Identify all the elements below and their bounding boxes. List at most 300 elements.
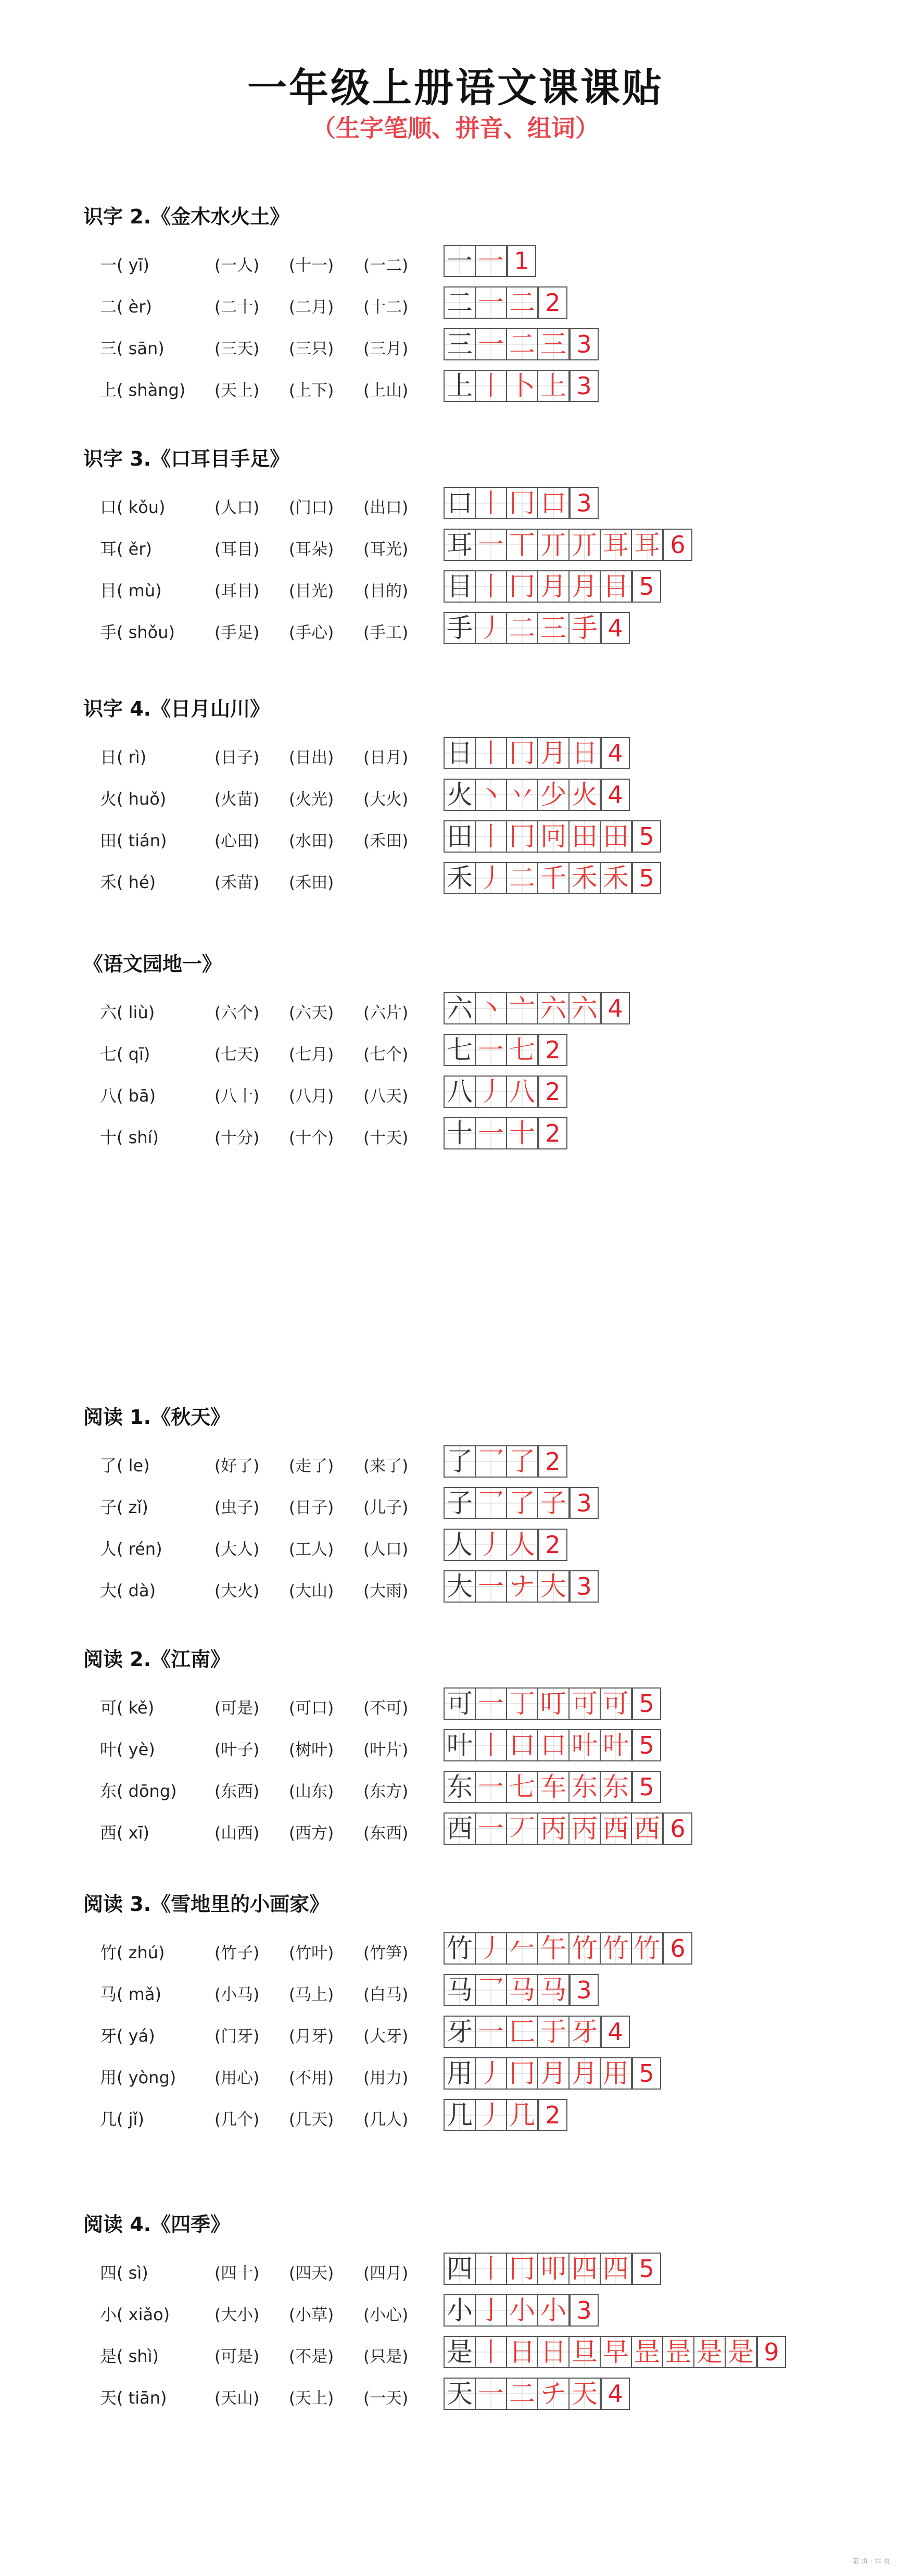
stroke-step-box [506,2378,538,2410]
character-glyph: 马 [447,1975,473,2005]
example-word: (二十) [214,298,260,317]
word-group [214,252,438,276]
character-pinyin: 六( liù) [100,1003,155,1022]
word-group [214,744,438,768]
stroke-step-box [506,370,538,402]
character-box [444,286,476,319]
stroke-step-box [506,1034,538,1066]
example-word: (二月) [289,298,334,317]
stroke-step-box [600,2336,632,2368]
character-pinyin: 天( tiān) [100,2388,167,2408]
character-box [444,1771,476,1803]
stroke-glyph: 东 [572,1772,598,1802]
stroke-step-box [537,370,570,402]
stroke-step-box [506,2016,538,2048]
stroke-glyph: 冂 [509,488,535,518]
stroke-glyph: 日 [572,738,598,768]
stroke-count: 2 [538,1117,567,1149]
section-title: 阅读 2.《江南》 [83,1648,231,1671]
stroke-count: 4 [601,2378,630,2410]
character-pinyin: 手( shǒu) [100,622,175,642]
example-word: (耳目) [214,540,260,559]
character-box [444,737,476,769]
character-glyph: 二 [447,287,473,318]
stroke-order-grid [444,2099,567,2131]
stroke-glyph: 可 [603,1689,629,1719]
stroke-step-box [568,2016,601,2048]
character-row [0,1487,911,1523]
example-word: (耳目) [214,582,260,601]
character-row [0,1729,911,1766]
stroke-step-box [600,820,632,853]
stroke-glyph: 丨 [478,821,504,852]
stroke-step-box [537,737,570,769]
stroke-step-box [600,1932,632,1965]
stroke-step-box [537,328,570,360]
stroke-glyph: 耳 [603,530,629,560]
stroke-glyph: 一 [478,246,504,276]
example-word: (日子) [214,748,260,767]
character-pinyin: 几( jǐ) [100,2109,144,2129]
stroke-count: 1 [507,245,536,277]
example-word: (十分) [214,1129,260,1147]
stroke-glyph: 一 [478,1035,504,1065]
stroke-step-box [600,529,632,561]
stroke-glyph: 匚 [509,2017,535,2047]
word-group [214,536,438,559]
example-word: (工人) [289,1540,334,1559]
character-row [0,328,911,365]
stroke-step-box [475,529,507,561]
character-box [444,1445,476,1478]
section-title: 识字 2.《金木水火土》 [83,205,290,228]
character-box [444,2016,476,2048]
character-row [0,1076,911,1112]
stroke-glyph: 丿 [478,613,504,643]
stroke-step-box [537,529,570,561]
stroke-count: 6 [663,1932,692,1965]
stroke-glyph: 少 [540,780,566,810]
stroke-step-box [475,1771,507,1803]
stroke-order-grid [444,779,630,811]
character-row [0,2016,911,2052]
stroke-step-box [506,779,538,811]
stroke-step-box [537,1729,570,1761]
example-word: (儿子) [363,1498,409,1517]
stroke-step-box [475,328,507,360]
stroke-step-box [475,862,507,894]
stroke-count: 4 [601,779,630,811]
word-group [214,1578,438,1601]
stroke-glyph: 昰 [665,2337,691,2367]
stroke-step-box [506,1812,538,1845]
stroke-step-box [506,286,538,319]
stroke-glyph: 目 [603,571,629,602]
stroke-glyph: 丅 [509,530,535,560]
example-word: (手足) [214,623,260,642]
stroke-step-box [693,2336,726,2368]
stroke-glyph: 丿 [478,1933,504,1964]
stroke-step-box [475,1117,507,1149]
stroke-count: 4 [601,992,630,1024]
stroke-step-box [662,2336,694,2368]
stroke-glyph: 丌 [540,530,566,560]
character-box [444,1729,476,1761]
character-box [444,1687,476,1720]
character-glyph: 是 [447,2337,473,2367]
stroke-step-box [506,2099,538,2131]
character-pinyin: 马( mǎ) [100,1984,161,2004]
stroke-step-box [631,1932,663,1965]
stroke-step-box [537,1570,570,1603]
stroke-step-box [537,992,570,1024]
stroke-glyph: 叮 [540,1689,566,1719]
character-pinyin: 日( rì) [100,747,147,767]
character-box [444,1570,476,1603]
stroke-step-box [475,1932,507,1965]
character-row [0,245,911,281]
example-word: (耳光) [363,540,409,559]
stroke-glyph: 早 [603,2337,629,2367]
example-word: (叶片) [363,1741,409,1759]
stroke-count: 5 [632,820,661,853]
stroke-step-box [568,1687,601,1720]
stroke-glyph: 月 [540,571,566,602]
character-glyph: 三 [447,329,473,359]
stroke-step-box [506,1729,538,1761]
stroke-glyph: 亠 [509,993,535,1023]
character-pinyin: 子( zǐ) [100,1497,148,1517]
character-pinyin: 人( rén) [100,1539,162,1559]
stroke-step-box [506,1076,538,1108]
stroke-step-box [568,1932,601,1965]
character-pinyin: 目( mù) [100,581,162,601]
example-word: (东西) [214,1782,260,1801]
character-box [444,1034,476,1066]
stroke-step-box [475,1487,507,1519]
stroke-glyph: 耳 [634,530,660,560]
stroke-step-box [475,286,507,319]
stroke-glyph: 小 [540,2295,566,2325]
stroke-glyph: 丆 [509,1814,535,1844]
example-word: (虫子) [214,1498,260,1517]
stroke-glyph: 一 [478,287,504,318]
stroke-glyph: 了 [509,1446,535,1477]
stroke-count: 3 [570,2294,599,2327]
stroke-count: 2 [538,1076,567,1108]
stroke-glyph: 午 [540,1933,566,1964]
example-word: (一二) [363,256,409,275]
character-box [444,2336,476,2368]
stroke-glyph: 叩 [540,2254,566,2284]
stroke-step-box [475,2336,507,2368]
stroke-glyph: 丁 [509,1689,535,1719]
character-row [0,2057,911,2094]
character-row [0,1771,911,1807]
example-word: (七个) [363,1045,409,1064]
character-box [444,529,476,561]
stroke-step-box [506,2294,538,2327]
stroke-step-box [600,2253,632,2285]
stroke-step-box [475,370,507,402]
character-glyph: 了 [447,1446,473,1477]
stroke-glyph: 叶 [572,1730,598,1760]
stroke-glyph: 六 [540,993,566,1023]
stroke-count: 3 [570,328,599,360]
character-row [0,286,911,323]
character-box [444,1487,476,1519]
character-box [444,612,476,644]
example-word: (日出) [289,748,334,767]
stroke-glyph: 丷 [509,780,535,810]
stroke-glyph: 丌 [572,530,598,560]
stroke-step-box [631,1812,663,1845]
stroke-glyph: 丨 [478,571,504,602]
stroke-glyph: 口 [540,1730,566,1760]
character-pinyin: 四( sì) [100,2263,148,2283]
stroke-glyph: 西 [634,1814,660,1844]
stroke-glyph: 乛 [478,1488,504,1518]
stroke-step-box [475,779,507,811]
stroke-step-box [568,820,601,853]
stroke-glyph: 车 [540,1772,566,1802]
example-word: (叶子) [214,1741,260,1759]
section-title: 阅读 4.《四季》 [83,2213,231,2236]
example-word: (门口) [289,498,334,517]
stroke-count: 3 [570,1974,599,2006]
word-group [214,2302,438,2325]
stroke-glyph: 人 [509,1530,535,1560]
character-pinyin: 禾( hé) [100,872,156,892]
example-word: (火苗) [214,790,260,809]
stroke-count: 6 [663,1812,692,1845]
example-word: (天山) [214,2389,260,2408]
stroke-count: 5 [632,2253,661,2285]
stroke-glyph: 丨 [478,738,504,768]
character-row [0,487,911,523]
stroke-step-box [537,612,570,644]
character-row [0,370,911,406]
stroke-step-box [568,2057,601,2090]
stroke-count: 5 [632,1771,661,1803]
character-box [444,2378,476,2410]
stroke-step-box [506,2336,538,2368]
character-glyph: 子 [447,1488,473,1518]
stroke-count: 4 [601,2016,630,2048]
stroke-glyph: ナ [509,1571,535,1602]
stroke-glyph: 一 [478,530,504,560]
character-pinyin: 口( kǒu) [100,497,166,517]
stroke-order-grid [444,245,536,277]
example-word: (六个) [214,1004,260,1022]
stroke-step-box [506,612,538,644]
stroke-glyph: 十 [509,1118,535,1148]
example-word: (禾田) [289,873,334,892]
word-group [214,1981,438,2005]
character-glyph: 人 [447,1530,473,1560]
stroke-glyph: 口 [509,1730,535,1760]
word-group [214,578,438,601]
stroke-glyph: 七 [509,1035,535,1065]
stroke-glyph: 禾 [572,863,598,893]
stroke-order-grid [444,370,599,402]
example-word: (东西) [363,1824,409,1843]
stroke-glyph: 冋 [540,821,566,852]
stroke-order-grid [444,820,661,853]
stroke-glyph: 一 [478,329,504,359]
example-word: (天上) [214,381,260,400]
example-word: (大牙) [363,2027,409,2046]
stroke-step-box [506,2253,538,2285]
example-word: (六片) [363,1004,409,1022]
stroke-glyph: 了 [509,1488,535,1518]
stroke-step-box [537,862,570,894]
stroke-step-box [537,779,570,811]
character-glyph: 手 [447,613,473,643]
stroke-glyph: 丨 [478,371,504,401]
example-word: (禾田) [363,832,409,851]
character-box [444,2099,476,2131]
character-box [444,779,476,811]
stroke-glyph: 月 [540,738,566,768]
stroke-step-box [506,1445,538,1478]
stroke-step-box [506,487,538,519]
example-word: (三只) [289,340,334,358]
example-word: (门牙) [214,2027,260,2046]
stroke-order-grid [444,1771,661,1803]
example-word: (走了) [289,1457,334,1475]
character-row [0,1529,911,1565]
stroke-step-box [475,2294,507,2327]
stroke-glyph: 马 [509,1975,535,2005]
character-row [0,862,911,898]
character-pinyin: 可( kě) [100,1698,155,1718]
stroke-glyph: 昰 [634,2337,660,2367]
example-word: (十一) [289,256,334,275]
page-title: 一年级上册语文课课贴 [247,65,664,111]
example-word: (手工) [363,623,409,642]
stroke-count: 2 [538,286,567,319]
stroke-glyph: 是 [697,2337,723,2367]
word-group [214,2023,438,2046]
stroke-step-box [537,570,570,603]
character-row [0,1034,911,1070]
stroke-step-box [537,1974,570,2006]
stroke-step-box [568,2253,601,2285]
stroke-glyph: 丶 [478,780,504,810]
stroke-glyph: 丿 [478,1077,504,1107]
example-word: (八十) [214,1087,260,1106]
stroke-step-box [537,1687,570,1720]
stroke-glyph: 丙 [572,1814,598,1844]
stroke-step-box [537,1771,570,1803]
section-title: 识字 3.《口耳目手足》 [83,447,290,470]
character-pinyin: 耳( ěr) [100,539,152,559]
example-word: (上下) [289,381,334,400]
example-word: (用心) [214,2069,260,2087]
word-group [214,1536,438,1559]
example-word: (可是) [214,1699,260,1718]
example-word: (好了) [214,1457,260,1475]
stroke-step-box [568,1812,601,1845]
stroke-order-grid [444,2016,630,2048]
stroke-glyph: 乛 [478,1446,504,1477]
stroke-glyph: 卜 [509,371,535,401]
stroke-glyph: 四 [603,2254,629,2284]
example-word: (几人) [363,2110,409,2129]
stroke-glyph: 日 [540,2337,566,2367]
word-group [214,2343,438,2367]
character-pinyin: 用( yòng) [100,2068,176,2087]
character-glyph: 四 [447,2254,473,2284]
stroke-glyph: 丿 [478,2058,504,2089]
stroke-glyph: 丨 [478,2337,504,2367]
stroke-glyph: 三 [540,329,566,359]
word-group [214,1695,438,1718]
stroke-step-box [506,1570,538,1603]
example-word: (三月) [363,340,409,358]
stroke-step-box [506,1932,538,1965]
character-glyph: 西 [447,1814,473,1844]
example-word: (火光) [289,790,334,809]
example-word: (可是) [214,2347,260,2366]
character-glyph: 竹 [447,1933,473,1964]
stroke-order-grid [444,1974,599,2006]
stroke-count: 3 [570,487,599,519]
stroke-glyph: 牙 [572,2017,598,2047]
word-group [214,1940,438,1963]
stroke-glyph: 天 [572,2379,598,2409]
example-word: (山东) [289,1782,334,1801]
stroke-count: 2 [538,1529,567,1561]
character-row [0,1445,911,1482]
word-group [214,1494,438,1518]
stroke-step-box [537,2057,570,2090]
stroke-step-box [631,529,663,561]
character-row [0,612,911,648]
character-box [444,2294,476,2327]
example-word: (十个) [289,1129,334,1147]
word-group [214,2065,438,2088]
example-word: (六天) [289,1004,334,1022]
example-word: (天上) [289,2389,334,2408]
stroke-step-box [568,862,601,894]
stroke-glyph: 一 [478,1772,504,1802]
stroke-order-grid [444,992,630,1024]
stroke-step-box [506,570,538,603]
stroke-order-grid [444,1117,567,1149]
stroke-glyph: 用 [603,2058,629,2089]
character-row [0,2099,911,2135]
example-word: (只是) [363,2347,409,2366]
example-word: (四天) [289,2264,334,2283]
stroke-order-grid [444,1729,661,1761]
character-glyph: 可 [447,1689,473,1719]
stroke-step-box [568,737,601,769]
stroke-count: 2 [538,1445,567,1478]
character-glyph: 小 [447,2295,473,2325]
stroke-glyph: 西 [603,1814,629,1844]
stroke-order-grid [444,1034,567,1066]
example-word: (一人) [214,256,260,275]
example-word: (人口) [363,1540,409,1559]
stroke-step-box [568,992,601,1024]
example-word: (大火) [363,790,409,809]
stroke-glyph: 冂 [509,738,535,768]
stroke-step-box [568,779,601,811]
stroke-glyph: 八 [509,1077,535,1107]
stroke-step-box [537,2294,570,2327]
